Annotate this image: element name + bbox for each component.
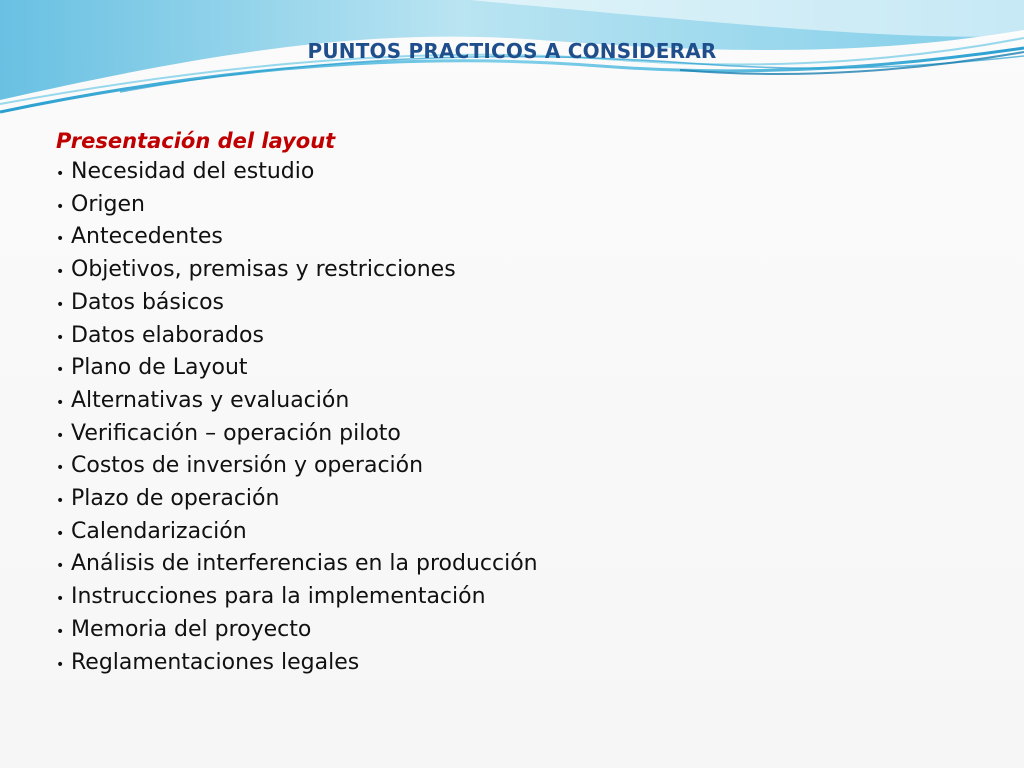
bullet-dot-icon: • bbox=[56, 296, 65, 313]
bullet-dot-icon: • bbox=[56, 166, 65, 182]
bullet-item bbox=[56, 615, 956, 648]
bullet-dot-icon: • bbox=[56, 623, 65, 640]
slide-title: PUNTOS PRACTICOS A CONSIDERAR bbox=[307, 39, 717, 63]
bullet-dot-icon: • bbox=[56, 460, 65, 477]
bullet-item bbox=[56, 321, 956, 354]
bullet-dot-icon: • bbox=[56, 231, 65, 248]
bullet-text: Memoria del proyecto bbox=[71, 616, 312, 642]
bullet-dot-icon: • bbox=[56, 427, 65, 444]
bullet-item bbox=[56, 255, 956, 288]
bullet-dot-icon: • bbox=[56, 591, 65, 608]
bullet-item bbox=[56, 353, 956, 386]
bullet-item bbox=[56, 549, 956, 582]
bullet-dot-icon: • bbox=[56, 264, 65, 281]
bullet-dot-icon: • bbox=[56, 656, 65, 673]
section-subtitle: Presentación del layout bbox=[56, 129, 336, 153]
bullet-text: Plano de Layout bbox=[71, 355, 248, 381]
header-wave-decoration bbox=[0, 0, 1024, 140]
bullet-item bbox=[56, 288, 956, 321]
bullet-text: Costos de inversión y operación bbox=[71, 453, 424, 479]
bullet-item bbox=[56, 451, 956, 484]
bullet-list bbox=[56, 157, 956, 680]
bullet-dot-icon: • bbox=[56, 198, 65, 215]
bullet-item bbox=[56, 517, 956, 550]
bullet-text: Origen bbox=[71, 191, 145, 217]
bullet-text: Instrucciones para la implementación bbox=[71, 584, 486, 610]
bullet-text: Necesidad del estudio bbox=[71, 159, 315, 184]
bullet-item bbox=[56, 386, 956, 419]
bullet-dot-icon: • bbox=[56, 329, 65, 346]
bullet-dot-icon: • bbox=[56, 362, 65, 379]
bullet-text: Datos básicos bbox=[71, 289, 225, 315]
bullet-dot-icon: • bbox=[56, 525, 65, 542]
bullet-item bbox=[56, 582, 956, 615]
bullet-item bbox=[56, 648, 956, 681]
bullet-text: Alternativas y evaluación bbox=[71, 387, 350, 413]
bullet-dot-icon: • bbox=[56, 394, 65, 411]
bullet-item bbox=[56, 484, 956, 517]
bullet-text: Objetivos, premisas y restricciones bbox=[71, 257, 456, 283]
bullet-text: Análisis de interferencias en la producción bbox=[71, 551, 538, 577]
bullet-item bbox=[56, 157, 956, 190]
bullet-text: Reglamentaciones legales bbox=[71, 649, 360, 675]
bullet-item bbox=[56, 419, 956, 452]
bullet-item bbox=[56, 222, 956, 255]
slide-content bbox=[56, 126, 956, 680]
bullet-text: Plazo de operación bbox=[71, 486, 280, 512]
bullet-text: Verificación – operación piloto bbox=[71, 420, 401, 446]
bullet-text: Antecedentes bbox=[71, 224, 223, 250]
bullet-text: Datos elaborados bbox=[71, 322, 264, 348]
bullet-text: Calendarización bbox=[71, 518, 247, 544]
bullet-dot-icon: • bbox=[56, 493, 65, 510]
bullet-dot-icon: • bbox=[56, 558, 65, 575]
bullet-item bbox=[56, 190, 956, 223]
